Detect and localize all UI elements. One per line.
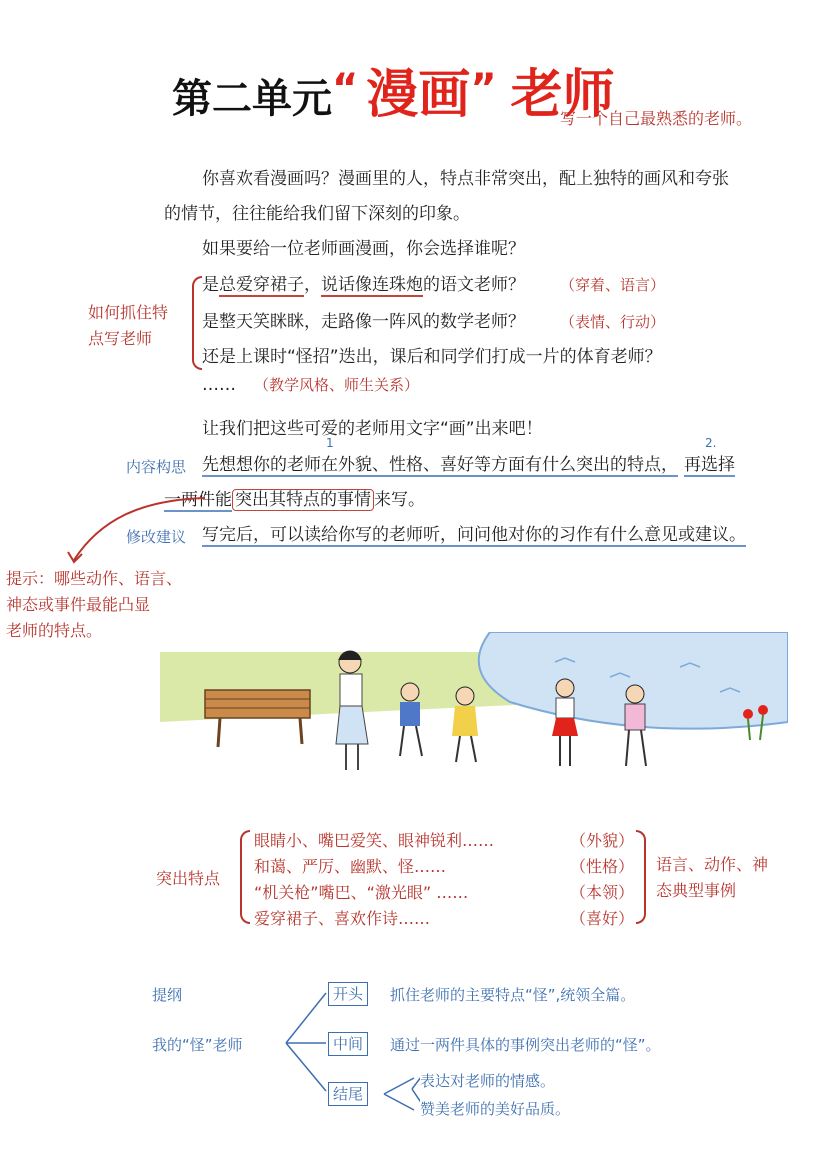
tip-arrow <box>30 490 210 570</box>
unit-label: 第二单元 <box>172 76 332 122</box>
trait-row-personality: 和蔼、严厉、幽默、怪…… <box>254 857 447 876</box>
trait-row-hobby: 爱穿裙子、喜欢作诗…… <box>254 909 431 928</box>
task-line-2: 先想想你的老师在外貌、性格、喜好等方面有什么突出的特点， 再选择 <box>202 455 735 475</box>
outline-start-text: 抓住老师的主要特点“怪”,统领全篇。 <box>390 986 636 1004</box>
traits-summary: 语言、动作、神 态典型事例 <box>656 855 769 900</box>
outline-start-box: 开头 <box>328 982 368 1006</box>
intro-question: 如果要给一位老师画漫画，你会选择谁呢？ <box>202 239 525 259</box>
trait-tag-skill: （本领） <box>570 883 635 902</box>
trait-row-appearance: 眼睛小、嘴巴爱笑、眼神锐利…… <box>254 831 495 850</box>
brace-questions <box>192 276 202 370</box>
traits-label: 突出特点 <box>156 869 221 888</box>
outline-end-text-1: 表达对老师的情感。 <box>420 1072 556 1090</box>
question-2: 是整天笑眯眯，走路像一阵风的数学老师？ <box>202 312 525 332</box>
tip-note: 提示：哪些动作、语言、 神态或事件最能凸显 老师的特点。 <box>6 569 183 640</box>
quote-close: ” <box>470 66 497 112</box>
outline-end-text-2: 赞美老师的美好品质。 <box>420 1100 571 1118</box>
outline-label: 提纲 <box>152 986 183 1004</box>
mark-1: 1 <box>326 436 334 450</box>
question-3: 还是上课时“怪招”迭出，课后和同学们打成一片的体育老师？ <box>202 347 662 367</box>
trait-tag-hobby: （喜好） <box>570 909 635 928</box>
label-revision: 修改建议 <box>126 528 187 546</box>
underline-speech: 说话像连珠炮 <box>321 275 423 295</box>
task-line-3: 一两件能 突出其特点的事情 来写。 <box>164 490 425 510</box>
outline-middle-box: 中间 <box>328 1032 368 1056</box>
note-expression-action: （表情、行动） <box>560 313 666 331</box>
trait-row-skill: “机关枪”嘴巴、“激光眼” …… <box>254 883 469 902</box>
task-line-1: 让我们把这些可爱的老师用文字“画”出来吧！ <box>202 419 543 439</box>
intro-line-1: 你喜欢看漫画吗？漫画里的人，特点非常突出，配上独特的画风和夸张 <box>202 169 729 189</box>
task-line-4: 写完后，可以读给你写的老师听，问问他对你的习作有什么意见或建议。 <box>202 525 746 545</box>
note-teaching-style: （教学风格、师生关系） <box>254 376 420 394</box>
header-note: 写一个自己最熟悉的老师。 <box>560 109 753 128</box>
underline-dress: 总爱穿裙子 <box>219 275 304 295</box>
outline-end-fork <box>380 1070 420 1120</box>
note-clothing-speech: （穿着、语言） <box>560 276 666 294</box>
outline-end-box: 结尾 <box>328 1082 368 1106</box>
question-1: 是总爱穿裙子，说话像连珠炮的语文老师？ <box>202 275 525 295</box>
illustration-teacher-students <box>160 632 788 780</box>
intro-line-2: 的情节，往往能给我们留下深刻的印象。 <box>164 204 470 224</box>
outline-middle-text: 通过一两件具体的事例突出老师的“怪”。 <box>390 1036 661 1054</box>
trait-tag-personality: （性格） <box>570 857 635 876</box>
brace-traits-left <box>240 830 250 924</box>
outline-root: 我的“怪”老师 <box>152 1036 243 1054</box>
mark-2: 2. <box>705 436 717 450</box>
topic-title: 漫画 <box>366 65 471 125</box>
quote-open: “ <box>332 66 359 112</box>
unit-title <box>172 52 615 127</box>
boxed-phrase: 突出其特点的事情 <box>232 489 374 511</box>
brace-traits-right <box>636 830 646 924</box>
ellipsis: …… <box>202 375 236 395</box>
trait-tag-appearance: （外貌） <box>570 831 635 850</box>
label-content-planning: 内容构思 <box>126 458 187 476</box>
topic-tail: 老师 <box>510 65 615 125</box>
side-note: 如何抓住特 点写老师 <box>88 303 169 348</box>
